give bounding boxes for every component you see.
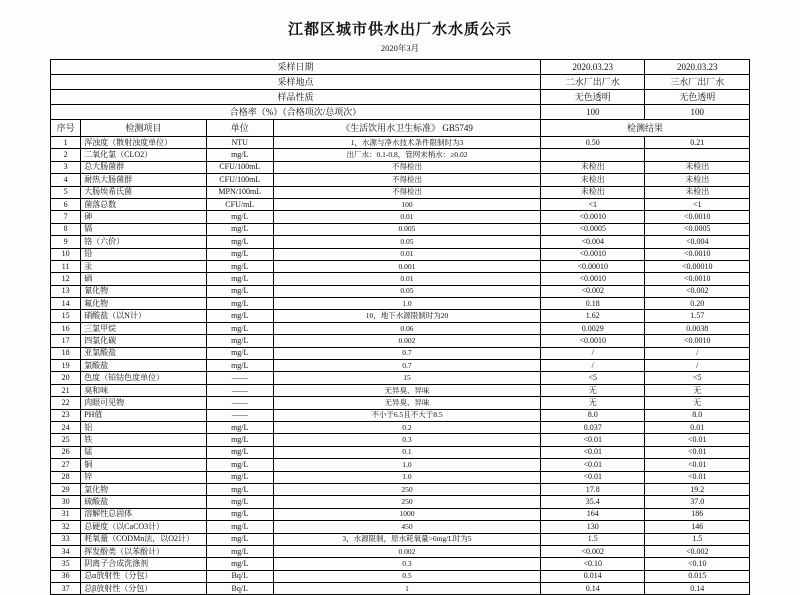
cell-item: 二氧化氯（CLO2） [81,149,206,161]
cell-result-plant2: 未检出 [540,161,644,173]
cell-item: 菌落总数 [81,198,206,210]
cell-no: 35 [51,558,81,570]
cell-result-plant2: <0.01 [540,434,644,446]
cell-result-plant2: <0.01 [540,459,644,471]
cell-item: 硝酸盐（以N计） [81,310,206,322]
cell-standard: 1.0 [273,471,540,483]
cell-unit: mg/L [206,310,273,322]
cell-result-plant2: <0.002 [540,285,644,297]
table-row [51,285,750,297]
cell-result-plant3: <0.002 [645,285,750,297]
cell-no: 18 [51,347,81,359]
cell-no: 10 [51,248,81,260]
cell-standard: 0.002 [273,335,540,347]
cell-item: 三氯甲烷 [81,322,206,334]
cell-result-plant2: 0.50 [540,137,644,149]
cell-item: 亚氯酸盐 [81,347,206,359]
cell-result-plant3: <0.01 [645,459,750,471]
cell-item: 阴离子合成洗涤剂 [81,558,206,570]
cell-item: 硫酸盐 [81,496,206,508]
cell-result-plant2: 8.0 [540,409,644,421]
table-row [51,186,750,198]
cell-standard: 0.2 [273,421,540,433]
table-row [51,149,750,161]
cell-standard: 0.005 [273,223,540,235]
cell-result-plant2: 35.4 [540,496,644,508]
cell-item: 铁 [81,434,206,446]
cell-item: 镉 [81,223,206,235]
cell-no: 28 [51,471,81,483]
cell-result-plant2: 1.5 [540,533,644,545]
cell-standard: 不得检出 [273,186,540,198]
cell-unit: mg/L [206,223,273,235]
cell-standard: 不得检出 [273,161,540,173]
cell-result-plant2: <0.0010 [540,335,644,347]
cell-standard: 0.7 [273,360,540,372]
column-header-standard: 《生活饮用水卫生标准》 GB5749 [273,120,540,137]
cell-standard: 0.01 [273,248,540,260]
cell-result-plant2: <0.01 [540,471,644,483]
cell-unit: —— [206,397,273,409]
cell-standard: 1000 [273,508,540,520]
cell-no: 16 [51,322,81,334]
table-row [51,545,750,557]
cell-no: 23 [51,409,81,421]
cell-no: 34 [51,545,81,557]
cell-no: 3 [51,161,81,173]
cell-result-plant2: <0.01 [540,446,644,458]
cell-no: 37 [51,583,81,595]
cell-no: 7 [51,211,81,223]
cell-item: 挥发酚类（以苯酚计） [81,545,206,557]
cell-standard: 10，地下水源限制时为20 [273,310,540,322]
cell-item: 硒 [81,273,206,285]
table-row [51,174,750,186]
cell-standard: 0.06 [273,322,540,334]
cell-standard: 0.05 [273,285,540,297]
cell-unit: mg/L [206,471,273,483]
table-row [51,583,750,595]
cell-result-plant3: 0.21 [645,137,750,149]
cell-item: 铅 [81,248,206,260]
cell-unit: mg/L [206,149,273,161]
cell-result-plant3: <5 [645,372,750,384]
table-row [51,223,750,235]
table-row [51,161,750,173]
table-row [51,137,750,149]
table-row [51,322,750,334]
table-row [51,521,750,533]
sampling-date-plant2: 2020.03.23 [540,60,644,75]
cell-item: 锌 [81,471,206,483]
sample-nature-plant2: 无色透明 [540,90,644,105]
cell-unit: mg/L [206,360,273,372]
cell-item: 铝 [81,421,206,433]
cell-result-plant3 [645,149,750,161]
cell-unit: mg/L [206,260,273,272]
cell-no: 21 [51,384,81,396]
cell-result-plant3: 0.01 [645,421,750,433]
cell-result-plant2: 164 [540,508,644,520]
cell-unit: Bq/L [206,583,273,595]
cell-no: 15 [51,310,81,322]
cell-result-plant2: 无 [540,384,644,396]
cell-item: 肉眼可见物 [81,397,206,409]
cell-no: 5 [51,186,81,198]
pass-rate-plant2: 100 [540,105,644,120]
cell-no: 1 [51,137,81,149]
header-row-pass-rate [51,105,750,120]
cell-standard: 1 [273,583,540,595]
cell-standard: 无异臭、异味 [273,397,540,409]
cell-unit: mg/L [206,298,273,310]
cell-item: 砷 [81,211,206,223]
cell-item: PH值 [81,409,206,421]
cell-result-plant3: <0.01 [645,471,750,483]
cell-unit: CFU/100mL [206,161,273,173]
cell-result-plant3: 37.0 [645,496,750,508]
cell-result-plant3: 186 [645,508,750,520]
cell-result-plant2 [540,149,644,161]
cell-result-plant3: <0.0010 [645,248,750,260]
table-row [51,248,750,260]
cell-result-plant2: 1.62 [540,310,644,322]
cell-item: 氯酸盐 [81,360,206,372]
cell-result-plant2: <0.0005 [540,223,644,235]
column-header-item: 检测项目 [81,120,206,137]
table-row [51,421,750,433]
cell-no: 22 [51,397,81,409]
water-quality-table [50,59,750,595]
cell-unit: mg/L [206,248,273,260]
cell-standard: 0.1 [273,446,540,458]
cell-result-plant2: 17.8 [540,483,644,495]
cell-standard: 不小于6.5且不大于8.5 [273,409,540,421]
cell-no: 30 [51,496,81,508]
cell-result-plant2: <0.0010 [540,248,644,260]
cell-unit: CFU/100mL [206,174,273,186]
header-row-sample-nature [51,90,750,105]
cell-standard: 3，水源限制，原水耗氧量>6mg/L时为5 [273,533,540,545]
cell-no: 32 [51,521,81,533]
table-row [51,508,750,520]
sample-nature-plant3: 无色透明 [645,90,750,105]
table-row [51,533,750,545]
cell-standard: 1.0 [273,298,540,310]
cell-unit: mg/L [206,459,273,471]
table-row [51,372,750,384]
header-row-sampling-date [51,60,750,75]
cell-no: 27 [51,459,81,471]
cell-item: 浑浊度（散射浊度单位） [81,137,206,149]
cell-result-plant3: / [645,347,750,359]
cell-item: 大肠埃希氏菌 [81,186,206,198]
cell-result-plant2: <0.004 [540,236,644,248]
cell-unit: mg/L [206,322,273,334]
cell-unit: mg/L [206,285,273,297]
cell-standard: 0.3 [273,558,540,570]
cell-item: 总大肠菌群 [81,161,206,173]
cell-result-plant2: 未检出 [540,174,644,186]
cell-item: 氰化物 [81,285,206,297]
cell-result-plant2: 0.18 [540,298,644,310]
cell-item: 总α放射性（分包） [81,570,206,582]
cell-result-plant2: 未检出 [540,186,644,198]
cell-no: 12 [51,273,81,285]
cell-unit: mg/L [206,421,273,433]
cell-result-plant3: 未检出 [645,174,750,186]
label-sampling-location: 采样地点 [51,75,541,90]
page-subtitle: 2020年3月 [380,43,420,53]
sampling-date-plant3: 2020.03.23 [645,60,750,75]
label-pass-rate: 合格率（%）（合格项次/总项次） [51,105,541,120]
cell-standard: 0.002 [273,545,540,557]
cell-unit: mg/L [206,558,273,570]
cell-no: 17 [51,335,81,347]
table-row [51,459,750,471]
table-row [51,397,750,409]
table-row [51,409,750,421]
cell-result-plant3: 未检出 [645,161,750,173]
column-header-result: 检测结果 [540,120,749,137]
column-header-no: 序号 [51,120,81,137]
sampling-location-plant3: 三水厂出厂水 [645,75,750,90]
cell-unit: —— [206,409,273,421]
cell-result-plant3: <0.004 [645,236,750,248]
cell-item: 铬（六价） [81,236,206,248]
cell-unit: mg/L [206,533,273,545]
cell-item: 氟化物 [81,298,206,310]
cell-result-plant3: 146 [645,521,750,533]
table-row [51,434,750,446]
cell-result-plant2: <0.002 [540,545,644,557]
cell-result-plant3: 0.015 [645,570,750,582]
cell-item: 耗氧量（CODMn法，以O2计） [81,533,206,545]
table-row [51,483,750,495]
cell-unit: —— [206,384,273,396]
cell-standard: 1.0 [273,459,540,471]
cell-result-plant3: <0.0010 [645,335,750,347]
cell-standard: 0.7 [273,347,540,359]
cell-unit: MPN/100mL [206,186,273,198]
cell-no: 20 [51,372,81,384]
cell-result-plant3: 0.0038 [645,322,750,334]
cell-result-plant3: 19.2 [645,483,750,495]
cell-result-plant3: <0.0005 [645,223,750,235]
cell-result-plant3: 1.5 [645,533,750,545]
cell-result-plant2: / [540,347,644,359]
cell-standard: 0.3 [273,434,540,446]
cell-result-plant3: <0.00010 [645,260,750,272]
cell-no: 19 [51,360,81,372]
cell-result-plant3: <0.10 [645,558,750,570]
table-row [51,198,750,210]
table-row [51,471,750,483]
cell-result-plant2: 0.14 [540,583,644,595]
table-row [51,260,750,272]
label-sampling-date: 采样日期 [51,60,541,75]
cell-no: 25 [51,434,81,446]
cell-standard: 100 [273,198,540,210]
cell-standard: 0.5 [273,570,540,582]
cell-unit: mg/L [206,496,273,508]
cell-unit: mg/L [206,521,273,533]
table-row [51,496,750,508]
cell-no: 36 [51,570,81,582]
cell-result-plant3: <0.0010 [645,273,750,285]
cell-standard: 1，水源与净水技术条件限制时为3 [273,137,540,149]
cell-standard: 0.01 [273,273,540,285]
cell-unit: mg/L [206,211,273,223]
cell-no: 31 [51,508,81,520]
cell-unit: mg/L [206,446,273,458]
cell-unit: mg/L [206,236,273,248]
table-row [51,384,750,396]
cell-no: 9 [51,236,81,248]
cell-result-plant3: 无 [645,397,750,409]
cell-standard: 不得检出 [273,174,540,186]
cell-no: 14 [51,298,81,310]
column-header-row [51,120,750,137]
cell-no: 8 [51,223,81,235]
cell-result-plant2: <0.0010 [540,211,644,223]
cell-standard: 0.001 [273,260,540,272]
label-sample-nature: 样品性质 [51,90,541,105]
pass-rate-plant3: 100 [645,105,750,120]
cell-standard: 0.01 [273,211,540,223]
cell-item: 总β放射性（分包） [81,583,206,595]
table-row [51,211,750,223]
cell-no: 24 [51,421,81,433]
cell-result-plant3: 0.14 [645,583,750,595]
cell-standard: 450 [273,521,540,533]
cell-unit: mg/L [206,434,273,446]
table-row [51,347,750,359]
cell-result-plant2: 0.014 [540,570,644,582]
cell-result-plant3: <1 [645,198,750,210]
sampling-location-plant2: 二水厂出厂水 [540,75,644,90]
page-title: 江都区城市供水出厂水水质公示 [287,22,512,38]
table-row [51,273,750,285]
cell-no: 13 [51,285,81,297]
table-row [51,335,750,347]
cell-no: 29 [51,483,81,495]
cell-item: 耐热大肠菌群 [81,174,206,186]
cell-item: 铜 [81,459,206,471]
cell-result-plant2: 130 [540,521,644,533]
cell-no: 2 [51,149,81,161]
cell-result-plant3: 无 [645,384,750,396]
cell-result-plant2: 无 [540,397,644,409]
cell-unit: Bq/L [206,570,273,582]
cell-result-plant2: 0.037 [540,421,644,433]
header-row-sampling-location [51,75,750,90]
table-row [51,570,750,582]
cell-no: 11 [51,260,81,272]
cell-item: 锰 [81,446,206,458]
table-row [51,360,750,372]
cell-no: 6 [51,198,81,210]
cell-standard: 无异臭、异味 [273,384,540,396]
cell-result-plant2: <0.00010 [540,260,644,272]
cell-item: 汞 [81,260,206,272]
column-header-unit: 单位 [206,120,273,137]
cell-result-plant3: <0.002 [645,545,750,557]
cell-result-plant3: 0.20 [645,298,750,310]
cell-standard: 出厂水：0.1-0.8，管网末梢水：≥0.02 [273,149,540,161]
cell-result-plant3: <0.01 [645,446,750,458]
cell-result-plant3: 8.0 [645,409,750,421]
cell-result-plant2: <0.10 [540,558,644,570]
cell-no: 26 [51,446,81,458]
cell-standard: 250 [273,496,540,508]
cell-unit: mg/L [206,483,273,495]
cell-result-plant2: <0.0010 [540,273,644,285]
cell-unit: NTU [206,137,273,149]
table-row [51,446,750,458]
table-row [51,310,750,322]
cell-unit: CFU/mL [206,198,273,210]
cell-item: 总硬度（以CaCO3计） [81,521,206,533]
cell-result-plant3: 1.57 [645,310,750,322]
cell-result-plant2: / [540,360,644,372]
cell-unit: mg/L [206,273,273,285]
cell-standard: 250 [273,483,540,495]
cell-result-plant2: <1 [540,198,644,210]
table-row [51,236,750,248]
cell-unit: mg/L [206,508,273,520]
cell-item: 臭和味 [81,384,206,396]
cell-item: 色度（铂钴色度单位） [81,372,206,384]
cell-item: 四氯化碳 [81,335,206,347]
cell-unit: mg/L [206,335,273,347]
cell-standard: 15 [273,372,540,384]
cell-item: 氯化物 [81,483,206,495]
cell-result-plant3: <0.0010 [645,211,750,223]
cell-no: 33 [51,533,81,545]
cell-unit: mg/L [206,545,273,557]
cell-result-plant3: <0.01 [645,434,750,446]
cell-standard: 0.05 [273,236,540,248]
table-row [51,558,750,570]
cell-item: 溶解性总固体 [81,508,206,520]
cell-result-plant2: 0.0029 [540,322,644,334]
cell-no: 4 [51,174,81,186]
cell-unit: —— [206,372,273,384]
table-row [51,298,750,310]
cell-result-plant3: 未检出 [645,186,750,198]
cell-unit: mg/L [206,347,273,359]
cell-result-plant3: / [645,360,750,372]
cell-result-plant2: <5 [540,372,644,384]
